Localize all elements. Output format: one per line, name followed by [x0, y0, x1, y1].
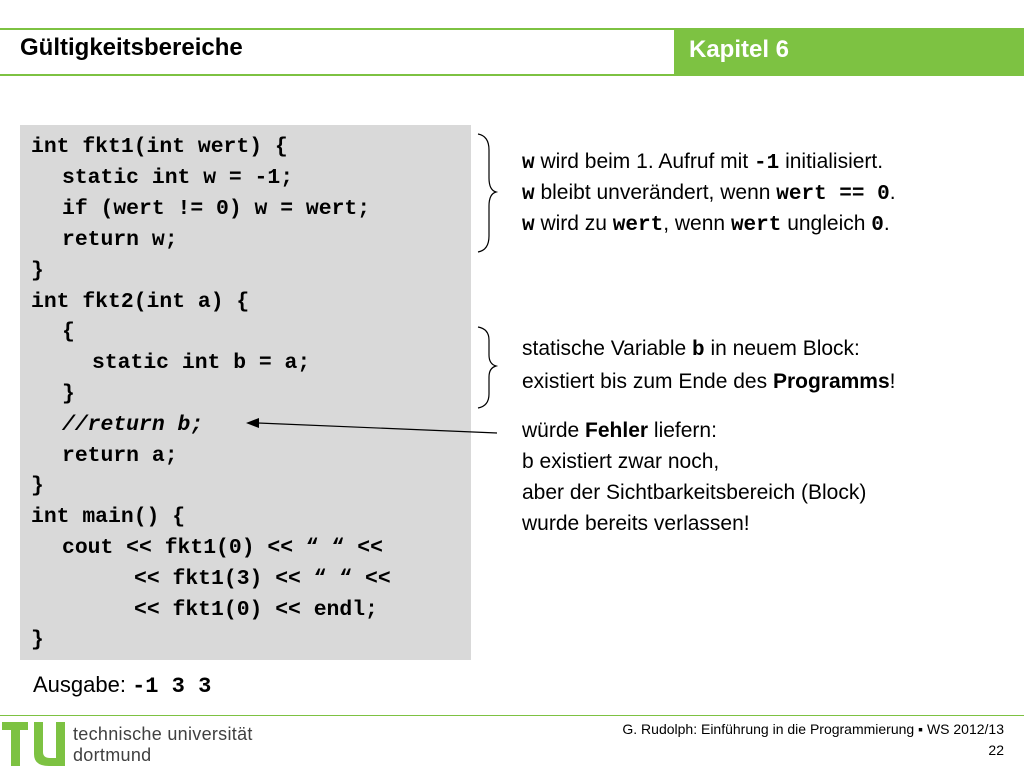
code-line-commented: //return b; — [62, 413, 204, 437]
code-line: return w; — [62, 228, 178, 252]
code-line: cout << fkt1(0) << “ “ << — [62, 536, 383, 560]
code-line: } — [31, 628, 44, 652]
code-line: static int b = a; — [92, 351, 311, 375]
code-line: << fkt1(0) << endl; — [134, 598, 378, 622]
code-line: int fkt2(int a) { — [31, 290, 250, 314]
code-line: return a; — [62, 444, 178, 468]
code-line: << fkt1(3) << “ “ << — [134, 567, 391, 591]
note-w-init: w wird beim 1. Aufruf mit -1 initialisiert. — [522, 150, 884, 175]
code-line: } — [62, 382, 75, 406]
code-line: int main() { — [31, 505, 186, 529]
note-w-assigned: w wird zu wert, wenn wert ungleich 0. — [522, 212, 890, 237]
university-name: technische universität dortmund — [73, 724, 253, 765]
code-line: } — [31, 259, 44, 283]
note-w-unchanged: w bleibt unverändert, wenn wert == 0. — [522, 181, 896, 206]
code-line: } — [31, 474, 44, 498]
tu-logo-mark — [2, 722, 65, 766]
code-line: int fkt1(int wert) { — [31, 135, 288, 159]
code-line: if (wert != 0) w = wert; — [62, 197, 371, 221]
code-line: { — [62, 320, 75, 344]
code-line: static int w = -1; — [62, 166, 294, 190]
page-number: 22 — [988, 742, 1004, 758]
footer-credit: G. Rudolph: Einführung in die Programmierung ▪ WS 2012/13 — [622, 721, 1004, 737]
program-output: Ausgabe: -1 3 3 — [33, 672, 212, 699]
chapter-badge: Kapitel 6 — [674, 30, 1024, 74]
page-title: Gültigkeitsbereiche — [20, 34, 243, 61]
note-error: würde Fehler liefern: b existiert zwar noch, aber der Sichtbarkeitsbereich (Block) wurde bereits verlassen! — [522, 419, 867, 535]
note-static-block: statische Variable b in neuem Block: existiert bis zum Ende des Programms! — [522, 337, 896, 393]
